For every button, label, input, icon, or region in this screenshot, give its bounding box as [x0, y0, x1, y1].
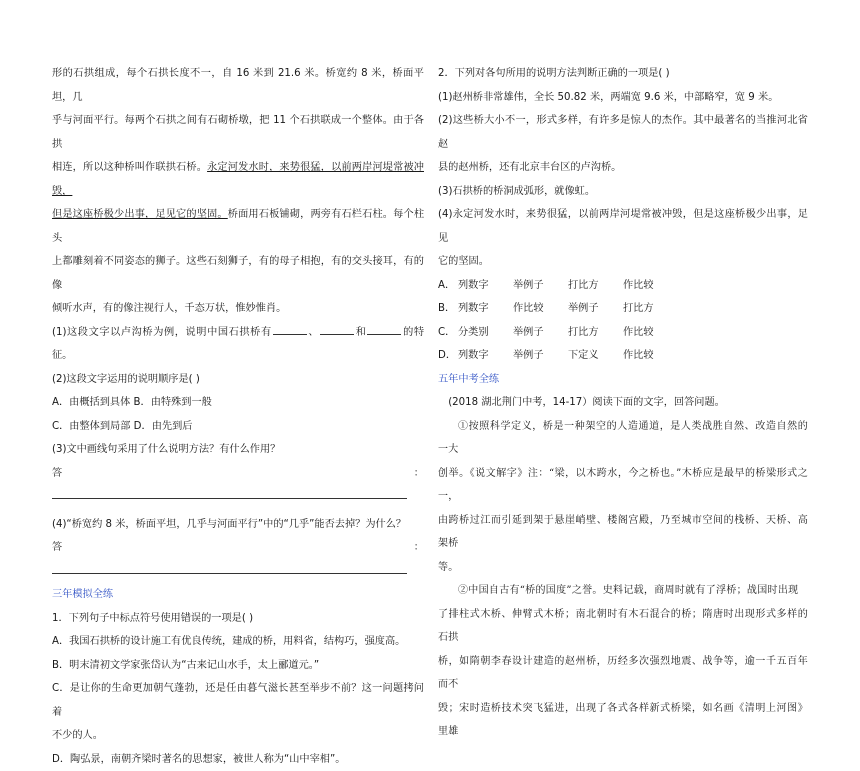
- option-key: D．: [438, 344, 458, 368]
- right-column: [438, 62, 808, 744]
- passage-line: 上都雕刻着不同姿态的狮子。这些石刻狮子，有的母子相抱，有的交头接耳，有的像: [52, 250, 424, 297]
- passage-text: 桥面用石板铺砌，两旁有石栏石柱。每个柱头: [52, 209, 424, 244]
- answer-blank[interactable]: [52, 488, 407, 499]
- option-cell: 作比较: [623, 274, 678, 298]
- reading-paragraph-2-line: 了排柱式木桥、伸臂式木桥；南北朝时有木石混合的桥；隋唐时出现形式多样的石拱: [438, 603, 808, 650]
- left-column: [52, 62, 424, 771]
- passage-line: 形的石拱组成，每个石拱长度不一，自 16 米到 21.6 米。桥宽约 8 米，桥面平坦，几: [52, 62, 424, 109]
- sentence-4: (4)永定河发水时，来势很猛，以前两岸河堤常被冲毁，但是这座桥极少出事，足见: [438, 203, 808, 250]
- fill-blank[interactable]: [273, 324, 307, 335]
- passage-line: 倾听水声，有的像注视行人，千态万状，惟妙惟肖。: [52, 297, 424, 321]
- mc-option-d: D．陶弘景，南朝齐梁时著名的思想家，被世人称为“山中宰相”。: [52, 748, 424, 771]
- q1-text: (1)这段文字以卢沟桥为例，说明中国石拱桥有: [52, 327, 272, 338]
- question-2-options-cd: C．由整体到局部 D．由先到后: [52, 415, 424, 439]
- option-row-b: [438, 297, 808, 321]
- reading-intro: (2018 湖北荆门中考，14-17）阅读下面的文字，回答问题。: [438, 391, 808, 415]
- section-heading-three-year: 三年模拟全练: [52, 583, 424, 607]
- mc-option-c: C．是让你的生命更加朝气蓬勃，还是任由暮气滋长甚至举步不前？这一问题拷问着: [52, 677, 424, 724]
- option-cell: 作比较: [623, 344, 678, 368]
- fill-blank[interactable]: [320, 324, 354, 335]
- question-3: (3)文中画线句采用了什么说明方法？有什么作用？: [52, 438, 424, 462]
- option-row-d: [438, 344, 808, 368]
- question-2: (2)这段文字运用的说明顺序是( ): [52, 368, 424, 392]
- fill-blank[interactable]: [367, 324, 401, 335]
- option-key: C．: [438, 321, 458, 345]
- option-key: A．: [438, 274, 458, 298]
- option-key: B．: [438, 297, 458, 321]
- answer-blank[interactable]: [52, 563, 407, 574]
- answer-label: 答：: [52, 468, 424, 479]
- option-cell: 列数字: [458, 274, 513, 298]
- reading-paragraph-1-line: 创举。《说文解字》注：“梁，以木跨水，今之桥也。”木桥应是最早的桥梁形式之一，: [438, 462, 808, 509]
- question-2-options-ab: A．由概括到具体 B．由特殊到一般: [52, 391, 424, 415]
- q1-sep: 、: [308, 327, 319, 338]
- mc-question-2: 2．下列对各句所用的说明方法判断正确的一项是( ): [438, 62, 808, 86]
- option-row-a: [438, 274, 808, 298]
- reading-paragraph-1-line: 由跨桥过江而引延到架于悬崖峭壁、楼阁宫殿，乃至城市空间的栈桥、天桥、高架桥: [438, 509, 808, 556]
- sentence-2-cont: 县的赵州桥，还有北京丰台区的卢沟桥。: [438, 156, 808, 180]
- sentence-4-cont: 它的坚固。: [438, 250, 808, 274]
- sentence-1: (1)赵州桥非常雄伟，全长 50.82 米，两端宽 9.6 米，中部略窄，宽 9 米。: [438, 86, 808, 110]
- underlined-sentence: 永定河发水时，来势很猛，以前两岸河堤常被冲毁，: [52, 162, 424, 197]
- passage-text: 相连，所以这种桥叫作联拱石桥。: [52, 162, 207, 173]
- passage-line: [52, 156, 424, 203]
- reading-paragraph-1-line: 等。: [438, 556, 808, 580]
- section-heading-five-year: 五年中考全练: [438, 368, 808, 392]
- option-cell: 举例子: [513, 274, 568, 298]
- q1-tail: 的特征。: [52, 327, 424, 362]
- mc-question-1: 1．下列句子中标点符号使用错误的一项是( ): [52, 607, 424, 631]
- reading-paragraph-1: ①按照科学定义，桥是一种架空的人造通道，是人类战胜自然、改造自然的一大: [438, 415, 808, 462]
- option-cell: 下定义: [568, 344, 623, 368]
- underlined-sentence: 但是这座桥极少出事，足见它的坚固。: [52, 209, 228, 220]
- option-cell: 打比方: [568, 274, 623, 298]
- answer-line: [52, 462, 424, 509]
- option-cell: 列数字: [458, 297, 513, 321]
- option-cell: 举例子: [568, 297, 623, 321]
- option-cell: 作比较: [513, 297, 568, 321]
- question-1: [52, 321, 424, 368]
- option-cell: 作比较: [623, 321, 678, 345]
- mc-option-b: B．明末清初文学家张岱认为“古来记山水手，太上郦道元。”: [52, 654, 424, 678]
- reading-paragraph-2: ②中国自古有“桥的国度”之誉。史料记载，商周时就有了浮桥；战国时出现: [438, 579, 808, 603]
- sentence-2: (2)这些桥大小不一，形式多样，有许多是惊人的杰作。其中最著名的当推河北省赵: [438, 109, 808, 156]
- reading-paragraph-2-line: 桥，如隋朝李春设计建造的赵州桥，历经多次强烈地震、战争等，逾一千五百年而不: [438, 650, 808, 697]
- option-cell: 举例子: [513, 321, 568, 345]
- mc-option-c-cont: 不少的人。: [52, 724, 424, 748]
- option-cell: 列数字: [458, 344, 513, 368]
- sentence-3: (3)石拱桥的桥洞成弧形，就像虹。: [438, 180, 808, 204]
- passage-line: [52, 203, 424, 250]
- option-cell: 打比方: [568, 321, 623, 345]
- option-cell: 举例子: [513, 344, 568, 368]
- question-4: (4)“桥宽约 8 米，桥面平坦，几乎与河面平行”中的“几乎”能否去掉？为什么？: [52, 513, 424, 537]
- option-cell: 分类别: [458, 321, 513, 345]
- mc-option-a: A．我国石拱桥的设计施工有优良传统，建成的桥，用料省，结构巧，强度高。: [52, 630, 424, 654]
- passage-line: 乎与河面平行。每两个石拱之间有石砌桥墩，把 11 个石拱联成一个整体。由于各拱: [52, 109, 424, 156]
- reading-paragraph-2-line: 毁；宋时造桥技术突飞猛进，出现了各式各样新式桥梁，如名画《清明上河图》里雄: [438, 697, 808, 744]
- answer-label: 答：: [52, 542, 424, 553]
- option-cell: 打比方: [623, 297, 678, 321]
- q1-sep: 和: [355, 327, 366, 338]
- option-row-c: [438, 321, 808, 345]
- answer-line: [52, 536, 424, 583]
